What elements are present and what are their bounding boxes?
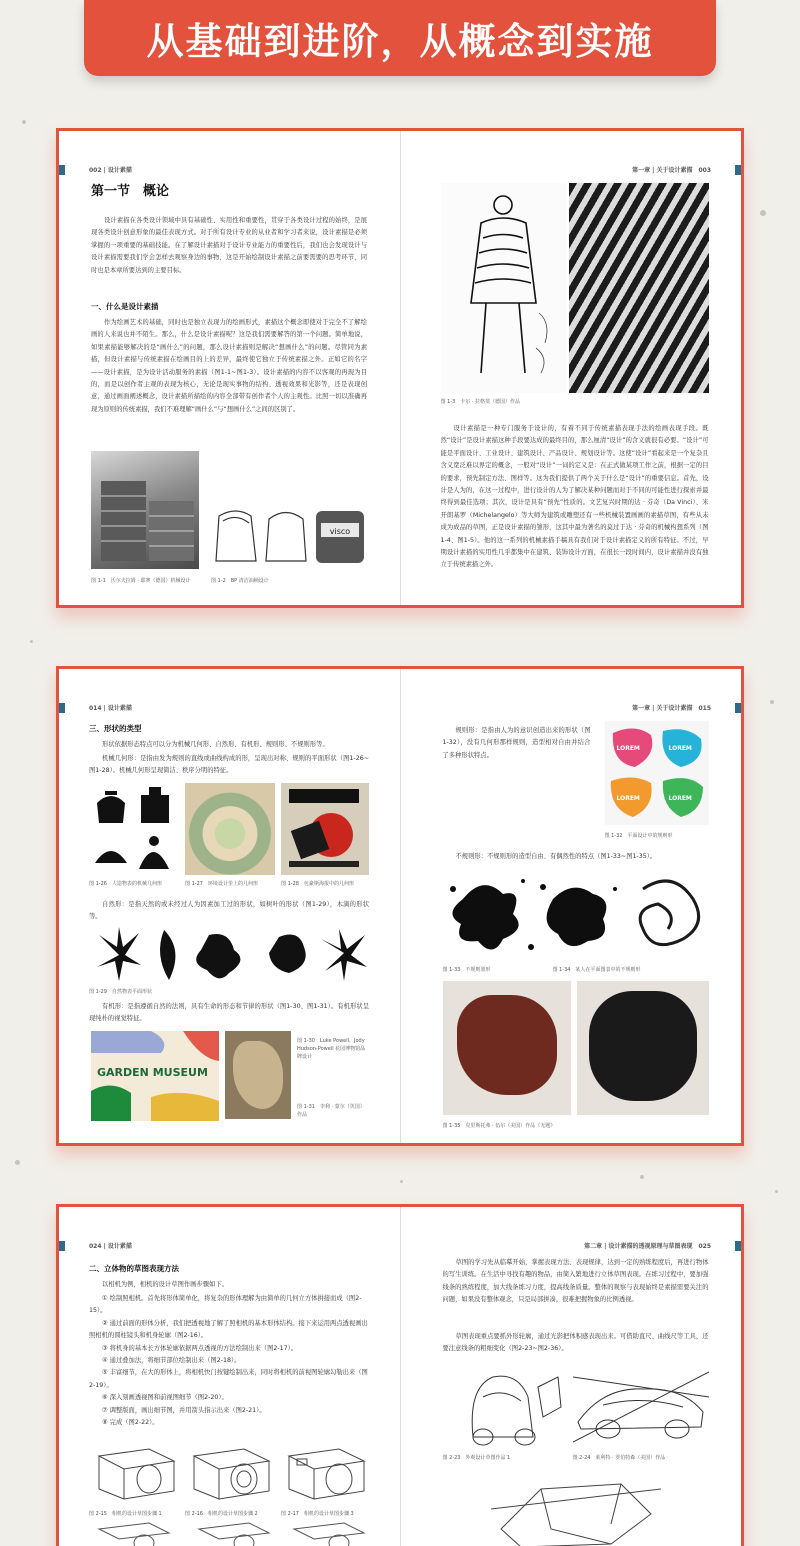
caption-2-15: 图 2-15 相机的设计草图步骤 1 (89, 1511, 162, 1517)
page-tab (735, 1241, 741, 1251)
running-head: 第二章 | 设计素描的透视原理与草图表现 025 (584, 1243, 711, 1250)
camera-sketches (89, 1441, 369, 1503)
intro-paragraph: 以相机为例，相机的设计草图作画步骤如下。 (102, 1281, 228, 1288)
kettle-silhouettes (89, 783, 179, 877)
subheading: 二、立体物的草图表现方法 (89, 1264, 179, 1273)
paragraph-2: 机械几何形：是指由发为规则的直线或曲线构成的形，呈现出对称、规则的平面形状（图1-26~图1-28）。机械几何形呈现简洁、秩序分明的特征。 (89, 755, 369, 775)
paragraph-1: 形状依据形态特点可以分为机械几何形、自然形、有机形、规则形、不规则形等。 (102, 741, 329, 748)
body-paragraph: 作为绘画艺术的基础，同时也是独立表现力的绘画形式，素描这个概念即使对于完全不了解绘画的人来说也并不陌生。那么，什么是设计素描呢？这是我们需要解答的第一个问题。简单地说，如果素描能够解决的是“画什么”的问题，那么设计素描则是解决“想画什么”的问题。尽管同为素描，但设计素描与传统素描在绘画目的上的差异，最终使它独立于传统素描之外。正如它的名字——设计素描，是为设计活动服务的素描（图1-1~图1-3）。设计素描的内容不以客观的再现为目的，而是以创作者主观的表现为核心，无论是现实事物的结构、透视效果和光影等，还是表现创意，通过画面阐述概念，设计素描所描绘的内容全部带有创作者个人的主观性。比照一切以准确再现为原则的传统素描，我们不难理解“画什么”与“想画什么”之间的区别了。 (91, 319, 367, 413)
vehicle-sketch-2 (573, 1367, 709, 1449)
page-003 (401, 131, 742, 605)
page-015 (401, 669, 742, 1143)
oil-can-drawing (211, 501, 371, 569)
caption-1-33: 图 1-33 不规则墨形 (442, 967, 491, 973)
building-photo (91, 451, 199, 569)
step-item: ① 绘制照相机。首先将形体简单化，将复杂的形体理解为由简单的几何立方体拼接而成（图2-15）。 (89, 1295, 362, 1315)
lorem-label-4: LOREM (668, 795, 692, 802)
page-tab (59, 1241, 65, 1251)
caption-2-24: 图 2-24 莱利特 · 罗伯特森（美国）作品 (572, 1455, 666, 1461)
subheading: 三、形状的类型 (89, 724, 142, 733)
section-title: 第一节 概论 (91, 184, 170, 199)
page-014 (59, 669, 401, 1143)
book-spread-1 (56, 128, 744, 608)
oil-can-sketches (211, 501, 371, 569)
running-head: 014 | 设计素描 (89, 705, 132, 712)
caption-1-35: 图 1-35 克里斯托弗 · 伍尔（美国）作品《无题》 (442, 1123, 556, 1129)
lorem-label-3: LOREM (616, 795, 640, 802)
paragraph-3: 自然形：是指天然的或未经过人为因素加工过的形状，如树叶的形状（图1-29），木滴的形状等。 (89, 901, 369, 921)
bauhaus-poster-drawing (281, 783, 369, 875)
step-item: ⑤ 丰富细节，在大的形体上，将相机快门按键绘制出来，同时将相机的前视图轮廓勾勒出来（图2-19）。 (89, 1369, 368, 1389)
caption-1-28: 图 1-28 包豪斯海报中的几何形 (281, 881, 354, 887)
caption-1-2: 图 1-2 BP 清洁油桶设计 (211, 578, 269, 584)
caption-2-16: 图 2-16 相机的设计草图步骤 2 (185, 1511, 258, 1517)
lorem-label-1: LOREM (616, 745, 640, 752)
step-item: ⑥ 深入刻画透视图和前视图细节（图2-20）。 (102, 1394, 228, 1402)
garden-museum-title: GARDEN MUSEUM (97, 1066, 208, 1079)
garden-museum-graphic (91, 1031, 219, 1121)
paragraph-4: 有机形：是指遵循自然的法则，具有生命的形态和节律的形状（图1-30、图1-31）。有机形状呈现纯朴的视觉特征。 (89, 1003, 369, 1023)
page-tab (59, 703, 65, 713)
camera-sketches-row-2 (89, 1519, 369, 1546)
leaf-silhouettes (89, 925, 369, 983)
page-025 (401, 1207, 742, 1546)
page-024 (59, 1207, 401, 1546)
book-spread-3 (56, 1204, 744, 1546)
page-002 (59, 131, 401, 605)
caption-2-23: 图 2-23 外观设计草图作品 1 (442, 1455, 511, 1461)
step-item: ⑦ 调整版面，画出细节图，并用箭头指示出来（图2-21）。 (102, 1406, 266, 1414)
caption-1-31: 图 1-31 李利 · 蒙尔（英国）作品 (297, 1104, 365, 1118)
step-item: ② 通过前面的形体分析，我们把透视地了解了照相机的基本形体结构。接下来运用两点透视画出照相机的圆柱镜头和机身轮廓（图2-16）。 (89, 1319, 368, 1340)
building-drawing (91, 451, 199, 569)
page-tab (735, 165, 741, 175)
paragraph-2: 草图表现重点要抓外形轮廓，通过光影把体积感表现出来。可借助直尺、曲线尺等工具，还要注意线条的粗细变化（图2-23~图2-36）。 (442, 1333, 709, 1353)
running-head: 024 | 设计素描 (89, 1243, 132, 1250)
organic-artwork (225, 1031, 291, 1119)
lorem-logos (605, 721, 709, 825)
page-tab (59, 165, 65, 175)
paragraph-2: 不规则形：不规则形的造型自由、有偶然性的特点（图1-33~图1-35）。 (455, 853, 657, 860)
caption-1-27: 图 1-27 环境设计里上的几何形 (185, 881, 258, 887)
caption-1-3: 图 1-3 卡尔 · 拉格斐（德国）作品 (440, 399, 521, 405)
coat-photo (569, 183, 709, 393)
body-paragraph: 设计素描是一种专门服务于设计的，有着不同于传统素描表现手法的绘画表现手段。既然“设计”是设计素描这种手段要达成的最终目的，那么厘清“设计”的含义就很有必要。“设计”可能是平面设计、工业设计、建筑设计、产品设计、规划设计等。这使“设计”看起来是一个复杂且含义宽泛难以界定的概念，一般对“设计”一词的定义是：在正式做某项工作之前，根据一定的目的要求，预先制定方法、图样等。这为我们提供了两个关于什么是“设计”的重要信息。首先，设计是人为的，在这一过程中，进行设计的人为了解决某种问题而对于不同的可能性进行探索并最终得到最佳选项；其次，设计是具有“预先”性质的。文艺复兴时期的达 · 芬奇（Da Vinci）、米开朗基罗（Michelangelo）等大师为建筑或雕塑还有一些机械装置画画的素描草图，有些从未成为成品的草图，正是设计素描的雏形，这其中最为著名的莫过于达 · 芬奇的机械构想系列（图1-4、图1-5）。他的这一系列的机械素描手稿具有我们对于设计素描定义的所有特征。不过，早期设计素描的实用性几乎都集中在建筑、装饰设计方面，在很长一段时间内，设计素描并没有独立于传统素描之外。 (440, 425, 709, 569)
site-plan-image (185, 783, 275, 875)
wool-artwork-left (443, 981, 571, 1115)
paragraph-1: 规则形：是指由人为的意识创造出来的形状（图1-32），没有几何形那样规则，造型相对自由并结合了多种形状特点。 (442, 727, 591, 759)
caption-1-32: 图 1-32 平面设计中的规则形 (604, 833, 673, 839)
running-head: 第一章 | 关于设计素描 003 (632, 167, 711, 174)
title-banner (84, 0, 716, 76)
step-list (89, 1293, 369, 1429)
caption-1-1: 图 1-1 沃尔夫拉姆 · 耶赛（德国）机械设计 (91, 578, 191, 584)
lorem-logo-shapes (605, 721, 709, 825)
bauhaus-poster (281, 783, 369, 875)
book-spread-2 (56, 666, 744, 1146)
lorem-label-2: LOREM (668, 745, 692, 752)
caption-1-29: 图 1-29 自然物表平面形状 (89, 989, 152, 995)
wool-artwork-right (577, 981, 709, 1115)
banner-title: 从基础到进阶，从概念到实施 (146, 20, 654, 63)
ink-splatters (443, 869, 709, 961)
caption-2-17: 图 2-17 相机的设计草图步骤 3 (281, 1511, 354, 1517)
step-item: ③ 将机身的基本长方体轮廓依据两点透视的方法绘制出来（图2-17）。 (102, 1344, 298, 1352)
fashion-sketch (441, 183, 566, 393)
paragraph-1: 草图的学习先从临摹开始，掌握表现方法、表现规律，达到一定的熟练程度后，再进行物体的写生训练。在生活中寻找有趣的物品，由简入繁地进行立体草图表现。在练习过程中，要加强线条的熟练程度，加大线条练习力度，提高线条质量。整体的观察与表现始终是素描需要关注的问题，如果没有整体观念，只是局部拼凑，很难把握物象的比例透视。 (442, 1259, 709, 1304)
intro-paragraph: 设计素描在各类设计领域中具有基础性、实用性和重要性，贯穿于各类设计过程的始终，是展现各类设计创意形象的最佳表现方式。对于所有设计专业的从业者和学习者来说，设计素描是必须掌握的一项重要的基础技能。在了解设计素描对于设计专业能力的重要性后，我们也会发现设计与设计素描需要我们学会怎样去观察身边的事物，这是开始绘制设计素描之前要需要的思考环节，同时也是本章所要达到的主要目标。 (91, 217, 367, 274)
subheading: 一、什么是设计素描 (91, 302, 159, 311)
running-head: 002 | 设计素描 (89, 167, 132, 174)
caption-1-30: 图 1-30 Luke Powell、Jody Hudson-Powell 花园博物馆品牌设计 (297, 1038, 366, 1060)
fashion-sketch-drawing (441, 183, 566, 393)
running-head: 第一章 | 关于设计素描 015 (632, 705, 711, 712)
caption-1-26: 图 1-26 人造物表的机械几何形 (89, 881, 162, 887)
vehicle-sketch-1 (443, 1367, 563, 1449)
page-tab (735, 703, 741, 713)
caption-1-34: 图 1-34 某人在平面图表中的不规则形 (552, 967, 641, 973)
svg-text:visco: visco (329, 527, 351, 536)
step-item: ⑧ 完成（图2-22）。 (102, 1419, 159, 1427)
step-item: ④ 通过叠加法，将细节部位绘制出来（图2-18）。 (102, 1357, 241, 1365)
vehicle-sketch-3 (491, 1469, 661, 1546)
